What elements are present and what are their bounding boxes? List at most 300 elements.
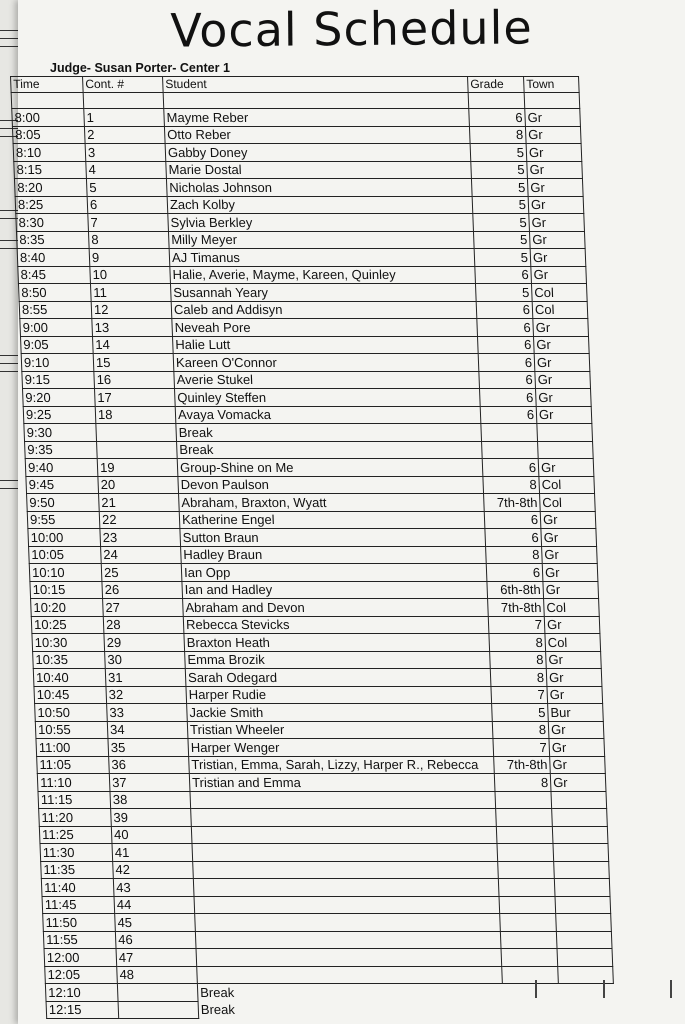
table-row xyxy=(35,704,604,722)
time-cell: 8:10 xyxy=(13,144,86,162)
contestant-number-cell: 46 xyxy=(115,931,196,949)
time-cell: 10:55 xyxy=(35,721,108,739)
time-cell: 9:30 xyxy=(24,424,97,442)
table-row xyxy=(29,564,598,582)
student-cell: Abraham, Braxton, Wyatt xyxy=(179,494,485,512)
grade-cell: 7th-8th xyxy=(484,494,541,512)
contestant-number-cell: 10 xyxy=(90,266,171,284)
table-row xyxy=(32,634,601,652)
break-row xyxy=(25,441,594,459)
town-cell xyxy=(537,424,593,442)
table-row xyxy=(33,669,602,687)
town-cell: Col xyxy=(540,494,596,512)
student-cell: Break xyxy=(177,441,483,459)
contestant-number-cell: 16 xyxy=(94,371,175,389)
contestant-number-cell: 41 xyxy=(112,844,193,862)
time-cell: 10:50 xyxy=(35,704,108,722)
contestant-number-cell: 37 xyxy=(109,774,190,792)
spacer-row xyxy=(11,93,580,109)
table-row xyxy=(40,844,609,862)
town-cell: Col xyxy=(532,301,588,319)
student-cell: Otto Reber xyxy=(164,126,470,144)
table-row xyxy=(27,511,596,529)
student-cell: Break xyxy=(176,424,482,442)
table-row xyxy=(31,616,600,634)
table-row xyxy=(15,196,584,214)
contestant-number-cell: 44 xyxy=(114,896,195,914)
time-cell: 10:10 xyxy=(29,564,102,582)
contestant-number-cell xyxy=(117,984,198,1002)
grade-cell: 6 xyxy=(480,406,537,424)
town-cell: Col xyxy=(531,284,587,302)
student-cell: Group-Shine on Me xyxy=(177,459,483,477)
student-cell: Marie Dostal xyxy=(166,161,472,179)
table-row xyxy=(12,109,581,127)
table-row xyxy=(25,459,594,477)
contestant-number-cell: 27 xyxy=(103,599,184,617)
student-cell: Caleb and Addisyn xyxy=(171,301,477,319)
grade-cell: 5 xyxy=(492,704,549,722)
town-cell: Gr xyxy=(526,144,582,162)
town-cell: Gr xyxy=(534,354,590,372)
time-cell: 11:05 xyxy=(37,756,110,774)
grade-cell: 7th-8th xyxy=(494,756,551,774)
grade-cell xyxy=(498,879,555,897)
table-row xyxy=(21,354,590,372)
student-cell xyxy=(192,844,498,862)
town-cell: Gr xyxy=(529,214,585,232)
header-grade: Grade xyxy=(468,77,525,93)
town-cell: Gr xyxy=(546,651,602,669)
contestant-number-cell: 23 xyxy=(100,529,181,547)
table-row xyxy=(39,809,608,827)
table-row xyxy=(28,529,597,547)
contestant-number-cell: 4 xyxy=(86,161,167,179)
time-cell: 8:35 xyxy=(16,231,89,249)
town-cell: Gr xyxy=(530,249,586,267)
student-cell: Neveah Pore xyxy=(172,319,478,337)
student-cell xyxy=(197,966,503,984)
tick-mark xyxy=(535,980,537,998)
time-cell: 10:45 xyxy=(34,686,107,704)
contestant-number-cell: 25 xyxy=(101,564,182,582)
student-cell: AJ Timanus xyxy=(169,249,475,267)
header-cont: Cont. # xyxy=(83,77,164,93)
town-cell: Gr xyxy=(546,669,602,687)
time-cell: 10:05 xyxy=(29,546,102,564)
grade-cell xyxy=(500,914,557,932)
table-row xyxy=(38,791,607,809)
break-row xyxy=(45,984,614,1002)
contestant-number-cell: 21 xyxy=(99,494,180,512)
header-time: Time xyxy=(11,77,84,93)
grade-cell: 6 xyxy=(478,354,535,372)
grade-cell xyxy=(496,809,553,827)
student-cell: Sutton Braun xyxy=(180,529,486,547)
table-row xyxy=(23,406,592,424)
student-cell xyxy=(191,809,497,827)
town-cell: Gr xyxy=(542,546,598,564)
judge-line: Judge- Susan Porter- Center 1 xyxy=(50,61,230,75)
grade-cell: 7 xyxy=(493,739,550,757)
grade-cell: 6 xyxy=(482,459,539,477)
header-row xyxy=(11,77,580,93)
time-cell: 8:05 xyxy=(12,126,85,144)
town-cell xyxy=(538,441,594,459)
contestant-number-cell: 30 xyxy=(105,651,186,669)
town-cell: Gr xyxy=(533,336,589,354)
grade-cell xyxy=(499,896,556,914)
student-cell: Emma Brozik xyxy=(185,651,491,669)
grade-cell: 6 xyxy=(479,371,536,389)
town-cell: Col xyxy=(539,476,595,494)
table-row xyxy=(14,179,583,197)
town-cell: Gr xyxy=(536,406,592,424)
grade-cell: 5 xyxy=(473,214,530,232)
time-cell: 11:40 xyxy=(41,879,114,897)
contestant-number-cell: 12 xyxy=(91,301,172,319)
time-cell: 11:35 xyxy=(41,861,114,879)
time-cell: 9:35 xyxy=(25,441,98,459)
contestant-number-cell: 34 xyxy=(107,721,188,739)
student-cell: Tristian Wheeler xyxy=(187,721,493,739)
schedule-table xyxy=(10,76,615,1019)
contestant-number-cell: 48 xyxy=(117,966,198,984)
time-cell: 11:00 xyxy=(36,739,109,757)
contestant-number-cell: 17 xyxy=(95,389,176,407)
town-cell xyxy=(551,791,607,809)
grade-cell xyxy=(482,441,539,459)
town-cell: Gr xyxy=(536,389,592,407)
time-cell: 8:00 xyxy=(12,109,85,127)
contestant-number-cell: 6 xyxy=(87,196,168,214)
grade-cell: 5 xyxy=(471,179,528,197)
town-cell: Gr xyxy=(525,126,581,144)
time-cell: 11:55 xyxy=(43,931,116,949)
town-cell: Gr xyxy=(538,459,594,477)
grade-cell: 8 xyxy=(490,669,547,687)
town-cell: Gr xyxy=(528,196,584,214)
contestant-number-cell: 19 xyxy=(97,459,178,477)
town-cell xyxy=(557,949,613,967)
grade-cell: 6 xyxy=(480,389,537,407)
contestant-number-cell: 24 xyxy=(101,546,182,564)
contestant-number-cell: 13 xyxy=(92,319,173,337)
table-row xyxy=(45,966,614,984)
table-row xyxy=(23,389,592,407)
contestant-number-cell: 33 xyxy=(107,704,188,722)
contestant-number-cell: 9 xyxy=(89,249,170,267)
town-cell: Gr xyxy=(540,511,596,529)
student-cell: Sylvia Berkley xyxy=(168,214,474,232)
student-cell: Hadley Braun xyxy=(181,546,487,564)
time-cell: 9:15 xyxy=(22,371,95,389)
table-row xyxy=(36,739,605,757)
time-cell: 8:40 xyxy=(17,249,90,267)
time-cell: 10:40 xyxy=(33,669,106,687)
student-cell: Halie Lutt xyxy=(172,336,478,354)
town-cell: Gr xyxy=(535,371,591,389)
time-cell: 9:00 xyxy=(20,319,93,337)
contestant-number-cell: 1 xyxy=(84,109,165,127)
time-cell: 9:40 xyxy=(25,459,98,477)
grade-cell: 6 xyxy=(485,529,542,547)
town-cell: Gr xyxy=(548,721,604,739)
town-cell: Col xyxy=(544,599,600,617)
student-cell: Kareen O'Connor xyxy=(173,354,479,372)
tick-mark xyxy=(603,980,605,998)
table-row xyxy=(35,721,604,739)
student-cell xyxy=(191,826,497,844)
time-cell: 8:15 xyxy=(14,161,87,179)
grade-cell: 8 xyxy=(483,476,540,494)
contestant-number-cell: 43 xyxy=(113,879,194,897)
grade-cell xyxy=(481,424,538,442)
time-cell: 11:25 xyxy=(39,826,112,844)
grade-cell xyxy=(496,826,553,844)
header-student: Student xyxy=(163,77,469,93)
town-cell: Gr xyxy=(544,616,600,634)
time-cell: 10:30 xyxy=(32,634,105,652)
time-cell: 12:15 xyxy=(46,1001,119,1019)
grade-cell: 8 xyxy=(494,774,551,792)
contestant-number-cell xyxy=(96,424,177,442)
student-cell: Halie, Averie, Mayme, Kareen, Quinley xyxy=(170,266,476,284)
footer-rows xyxy=(45,984,614,1019)
grade-cell: 7th-8th xyxy=(488,599,545,617)
town-cell xyxy=(552,809,608,827)
table-row xyxy=(16,231,585,249)
time-cell: 10:20 xyxy=(31,599,104,617)
contestant-number-cell: 8 xyxy=(88,231,169,249)
student-cell: Tristian and Emma xyxy=(189,774,495,792)
time-cell: 11:10 xyxy=(37,774,110,792)
student-cell: Gabby Doney xyxy=(165,144,471,162)
table-row xyxy=(31,599,600,617)
table-row xyxy=(26,476,595,494)
town-cell: Gr xyxy=(527,161,583,179)
table-row xyxy=(18,284,587,302)
grade-cell: 6 xyxy=(469,109,526,127)
student-cell: Milly Meyer xyxy=(168,231,474,249)
grade-cell: 6 xyxy=(484,511,541,529)
student-cell: Nicholas Johnson xyxy=(166,179,472,197)
contestant-number-cell: 26 xyxy=(102,581,183,599)
page-title: Vocal Schedule xyxy=(170,0,533,58)
town-cell xyxy=(556,931,612,949)
contestant-number-cell: 45 xyxy=(115,914,196,932)
town-cell xyxy=(555,896,611,914)
town-cell: Gr xyxy=(533,319,589,337)
student-cell: Abraham and Devon xyxy=(183,599,489,617)
town-cell: Gr xyxy=(529,231,585,249)
time-cell: 9:50 xyxy=(27,494,100,512)
town-cell xyxy=(552,826,608,844)
contestant-number-cell: 32 xyxy=(106,686,187,704)
time-cell: 9:20 xyxy=(23,389,96,407)
contestant-number-cell: 40 xyxy=(111,826,192,844)
contestant-number-cell: 18 xyxy=(95,406,176,424)
town-cell: Gr xyxy=(525,109,581,127)
grade-cell xyxy=(501,949,558,967)
grade-cell xyxy=(498,861,555,879)
contestant-number-cell: 38 xyxy=(110,791,191,809)
student-cell: Zach Kolby xyxy=(167,196,473,214)
table-row xyxy=(22,371,591,389)
grade-cell: 8 xyxy=(490,651,547,669)
time-cell: 11:30 xyxy=(40,844,113,862)
grade-cell: 5 xyxy=(473,231,530,249)
table-row xyxy=(33,651,602,669)
student-cell xyxy=(195,931,501,949)
student-cell: Rebecca Stevicks xyxy=(183,616,489,634)
time-cell: 8:20 xyxy=(14,179,87,197)
contestant-number-cell: 35 xyxy=(108,739,189,757)
header-town: Town xyxy=(524,77,580,93)
student-cell: Harper Rudie xyxy=(186,686,492,704)
grade-cell xyxy=(497,844,554,862)
table-row xyxy=(17,249,586,267)
town-cell xyxy=(556,914,612,932)
grade-cell: 6 xyxy=(477,336,534,354)
town-cell: Gr xyxy=(550,756,606,774)
student-cell: Katherine Engel xyxy=(179,511,485,529)
grade-cell: 5 xyxy=(472,196,529,214)
table-row xyxy=(34,686,603,704)
table-row xyxy=(19,301,588,319)
student-cell: Ian Opp xyxy=(181,564,487,582)
student-cell: Braxton Heath xyxy=(184,634,490,652)
contestant-number-cell xyxy=(97,441,178,459)
contestant-number-cell: 2 xyxy=(84,126,165,144)
town-cell: Gr xyxy=(542,564,598,582)
table-row xyxy=(20,336,589,354)
grade-cell: 6 xyxy=(476,301,533,319)
student-cell xyxy=(194,896,500,914)
time-cell: 8:50 xyxy=(18,284,91,302)
grade-cell: 6 xyxy=(475,266,532,284)
student-cell xyxy=(196,949,502,967)
student-cell xyxy=(195,914,501,932)
contestant-number-cell: 39 xyxy=(111,809,192,827)
contestant-number-cell: 5 xyxy=(86,179,167,197)
table-row xyxy=(27,494,596,512)
time-cell: 10:35 xyxy=(33,651,106,669)
student-cell: Mayme Reber xyxy=(164,109,470,127)
contestant-number-cell: 29 xyxy=(104,634,185,652)
student-cell: Devon Paulson xyxy=(178,476,484,494)
contestant-number-cell: 14 xyxy=(92,336,173,354)
town-cell: Gr xyxy=(541,529,597,547)
student-cell: Ian and Hadley xyxy=(182,581,488,599)
student-cell xyxy=(193,861,499,879)
table-row xyxy=(12,126,581,144)
contestant-number-cell: 11 xyxy=(90,284,171,302)
contestant-number-cell: 22 xyxy=(99,511,180,529)
grade-cell: 6 xyxy=(486,564,543,582)
time-cell: 8:25 xyxy=(15,196,88,214)
student-cell: Jackie Smith xyxy=(187,704,493,722)
time-cell: 12:05 xyxy=(45,966,118,984)
grade-cell: 8 xyxy=(469,126,526,144)
grade-cell: 8 xyxy=(486,546,543,564)
student-cell xyxy=(190,791,496,809)
town-cell xyxy=(554,861,610,879)
table-row xyxy=(20,319,589,337)
time-cell: 11:15 xyxy=(38,791,111,809)
contestant-number-cell: 31 xyxy=(105,669,186,687)
contestant-number-cell: 3 xyxy=(85,144,166,162)
grade-cell: 6 xyxy=(477,319,534,337)
contestant-number-cell: 28 xyxy=(103,616,184,634)
contestant-number-cell xyxy=(118,1001,199,1019)
table-row xyxy=(43,931,612,949)
time-cell: 8:30 xyxy=(16,214,89,232)
contestant-number-cell: 20 xyxy=(98,476,179,494)
time-cell: 11:50 xyxy=(43,914,116,932)
break-row xyxy=(46,1001,615,1019)
student-cell: Tristian, Emma, Sarah, Lizzy, Harper R., Rebecca xyxy=(189,756,495,774)
break-row xyxy=(24,424,593,442)
town-cell: Gr xyxy=(550,774,606,792)
grade-cell: 7 xyxy=(491,686,548,704)
grade-cell: 7 xyxy=(488,616,545,634)
table-row xyxy=(18,266,587,284)
schedule-paper xyxy=(13,0,685,1024)
table-row xyxy=(42,896,611,914)
break-label: Break xyxy=(200,1002,236,1018)
student-cell: Harper Wenger xyxy=(188,739,494,757)
time-cell: 10:00 xyxy=(28,529,101,547)
table-row xyxy=(29,546,598,564)
grade-cell xyxy=(495,791,552,809)
break-label: Break xyxy=(199,985,235,1000)
town-cell xyxy=(558,966,614,984)
table-row xyxy=(39,826,608,844)
time-cell: 9:55 xyxy=(27,511,100,529)
town-cell xyxy=(553,844,609,862)
time-cell: 8:55 xyxy=(19,301,92,319)
tick-mark xyxy=(670,980,672,998)
town-cell xyxy=(554,879,610,897)
grade-cell xyxy=(502,966,559,984)
contestant-number-cell: 47 xyxy=(116,949,197,967)
time-cell: 8:45 xyxy=(18,266,91,284)
student-cell xyxy=(193,879,499,897)
table-row xyxy=(41,879,610,897)
time-cell: 9:10 xyxy=(21,354,94,372)
grade-cell: 5 xyxy=(474,249,531,267)
contestant-number-cell: 36 xyxy=(109,756,190,774)
time-cell: 11:20 xyxy=(39,809,112,827)
town-cell: Gr xyxy=(527,179,583,197)
table-row xyxy=(16,214,585,232)
grade-cell: 8 xyxy=(492,721,549,739)
contestant-number-cell: 15 xyxy=(93,354,174,372)
contestant-number-cell: 42 xyxy=(113,861,194,879)
schedule-rows xyxy=(12,109,614,984)
grade-cell xyxy=(500,931,557,949)
student-cell: Quinley Steffen xyxy=(175,389,481,407)
table-row xyxy=(43,914,612,932)
table-row xyxy=(14,161,583,179)
town-cell: Gr xyxy=(543,581,599,599)
time-cell: 12:10 xyxy=(45,984,118,1002)
time-cell: 9:05 xyxy=(20,336,93,354)
time-cell: 10:25 xyxy=(31,616,104,634)
town-cell: Gr xyxy=(531,266,587,284)
time-cell: 11:45 xyxy=(42,896,115,914)
